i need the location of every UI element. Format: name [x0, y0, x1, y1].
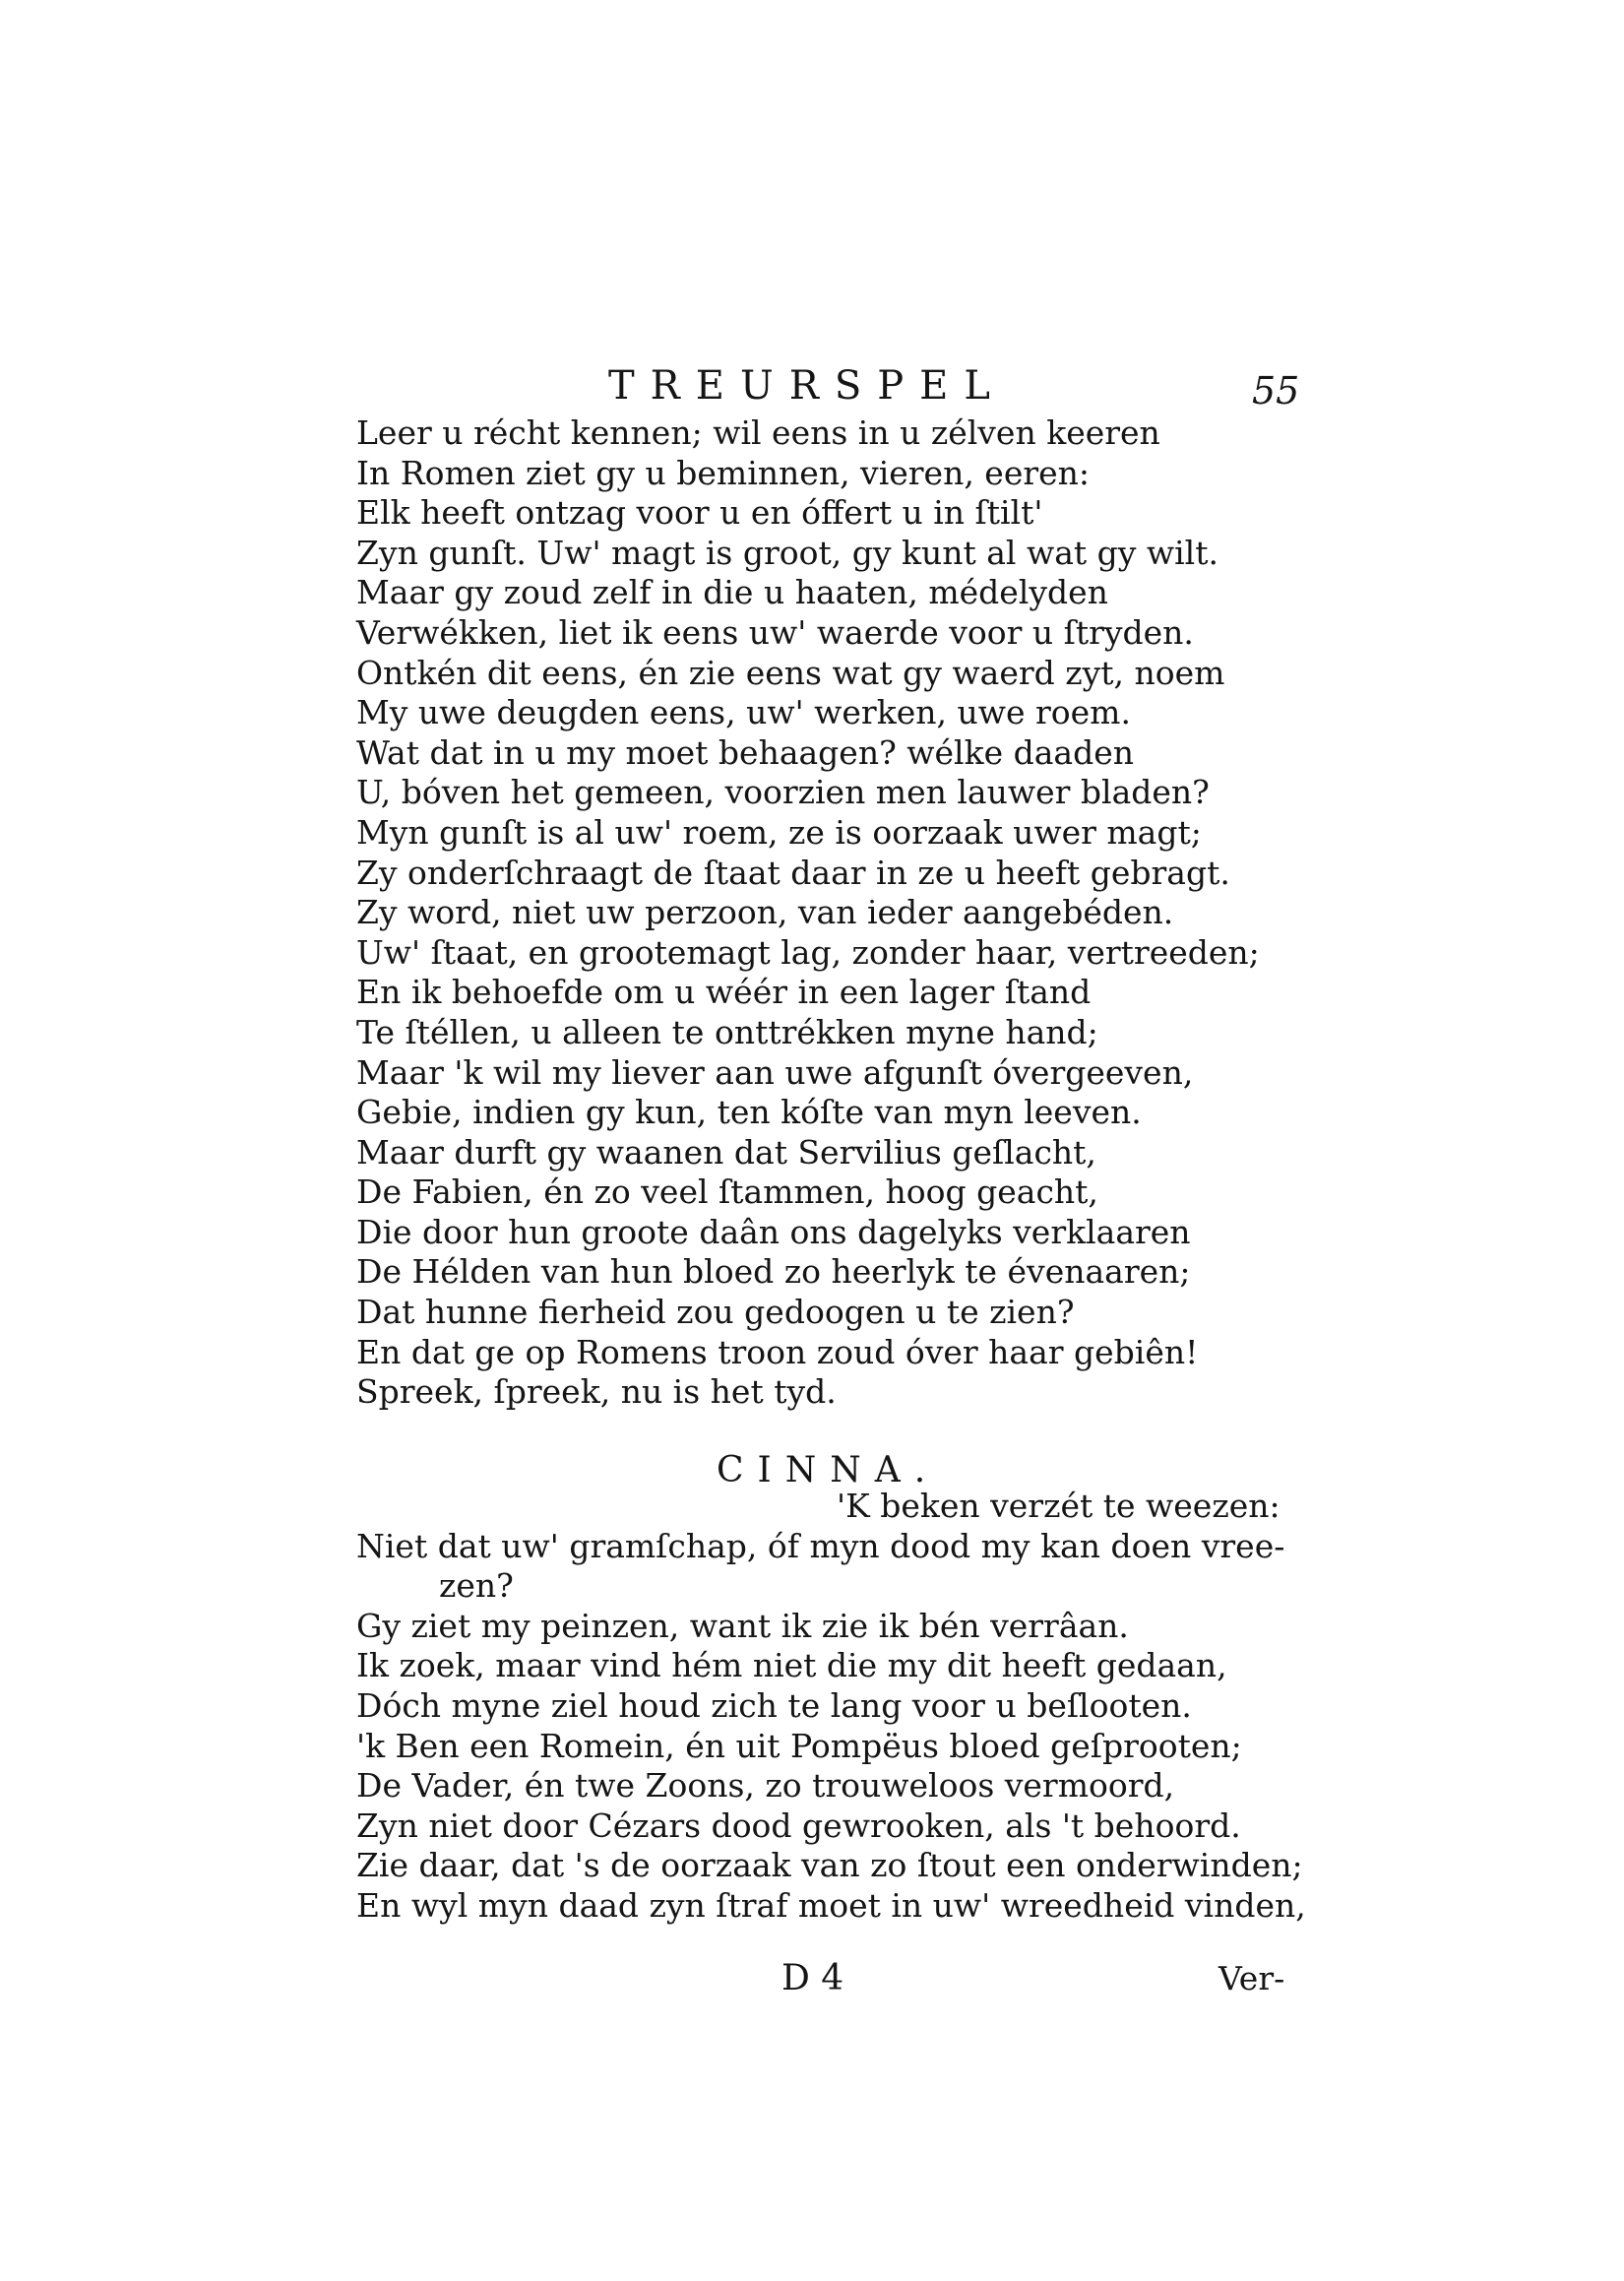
verse-line: Zy word, niet uw perzoon, van ieder aangebéden.: [356, 893, 1174, 932]
signature-mark: D 4: [781, 1958, 844, 1998]
verse-block: [356, 413, 1341, 1413]
verse-line: De Fabien, én zo veel ſtammen, hoog geacht,: [356, 1172, 1098, 1212]
reply-block: [356, 1487, 1341, 1927]
verse-line: Leer u récht kennen; wil eens in u zélven keeren: [356, 413, 1160, 452]
verse-line: Te ſtéllen, u alleen te onttrékken myne hand;: [356, 1012, 1098, 1051]
verse-line: Ontkén dit eens, én zie eens wat gy waerd zyt, noem: [356, 653, 1225, 692]
verse-line: Zy onderſchraagt de ſtaat daar in ze u heeft gebragt.: [356, 853, 1230, 892]
verse-line: Verwékken, liet ik eens uw' waerde voor u ſtryden.: [356, 612, 1194, 652]
catchword: Ver-: [1218, 1959, 1285, 1997]
reply-line: En wyl myn daad zyn ſtraf moet in uw' wreedheid vinden,: [356, 1885, 1306, 1925]
reply-line-turnover: zen?: [439, 1566, 514, 1606]
verse-line: In Romen ziet gy u beminnen, vieren, eeren:: [356, 453, 1091, 492]
verse-line: En dat ge op Romens troon zoud óver haar gebiên!: [356, 1332, 1199, 1371]
reply-line: Zie daar, dat 's de oorzaak van zo ſtout een onderwinden;: [356, 1846, 1303, 1885]
verse-line: Zyn gunſt. Uw' magt is groot, gy kunt al wat gy wilt.: [356, 533, 1218, 572]
verse-line: Maar 'k wil my liever aan uwe afgunſt óvergeeven,: [356, 1052, 1194, 1092]
verse-line: En ik behoefde om u wéér in een lager ſtand: [356, 973, 1092, 1012]
verse-line: Dat hunne fierheid zou gedoogen u te zien?: [356, 1293, 1075, 1332]
page-number: 55: [1252, 369, 1300, 412]
verse-line: My uwe deugden eens, uw' werken, uwe roem.: [356, 693, 1131, 732]
verse-line: Elk heeft ontzag voor u en óffert u in ſtilt': [356, 493, 1043, 533]
reply-line: Ik zoek, maar vind hém niet die my dit heeft gedaan,: [356, 1646, 1227, 1685]
reply-line: Niet dat uw' gramſchap, óf myn dood my kan doen vree-: [356, 1526, 1285, 1565]
verse-line: Maar gy zoud zelf in die u haaten, médelyden: [356, 573, 1108, 612]
verse-line: Wat dat in u my moet behaagen? wélke daaden: [356, 732, 1135, 772]
verse-line: Myn gunſt is al uw' roem, ze is oorzaak uwer magt;: [356, 812, 1202, 852]
verse-line: U, bóven het gemeen, voorzien men lauwer bladen?: [356, 773, 1210, 812]
running-head: TREURSPEL: [608, 363, 1006, 409]
verse-line: Maar durft gy waanen dat Servilius geſlacht,: [356, 1132, 1096, 1172]
reply-line: Dóch myne ziel houd zich te lang voor u beſlooten.: [356, 1685, 1192, 1725]
speaker-heading: CINNA.: [717, 1450, 940, 1490]
reply-line: Gy ziet my peinzen, want ik zie ik bén verrâan.: [356, 1606, 1129, 1645]
verse-line: Die door hun groote daân ons dagelyks verklaaren: [356, 1212, 1191, 1251]
reply-line: Zyn niet door Cézars dood gewrooken, als 't behoord.: [356, 1806, 1241, 1845]
verse-line: De Hélden van hun bloed zo heerlyk te évenaaren;: [356, 1252, 1191, 1292]
reply-line: 'k Ben een Romein, én uit Pompëus bloed geſprooten;: [356, 1726, 1242, 1765]
verse-line: Uw' ſtaat, en grootemagt lag, zonder haar, vertreeden;: [356, 932, 1260, 972]
reply-line: 'K beken verzét te weezen:: [837, 1487, 1280, 1525]
verse-line: Gebie, indien gy kun, ten kóſte van myn leeven.: [356, 1093, 1142, 1132]
reply-line: De Vader, én twe Zoons, zo trouweloos vermoord,: [356, 1766, 1175, 1806]
verse-line: Spreek, ſpreek, nu is het tyd.: [356, 1372, 837, 1412]
